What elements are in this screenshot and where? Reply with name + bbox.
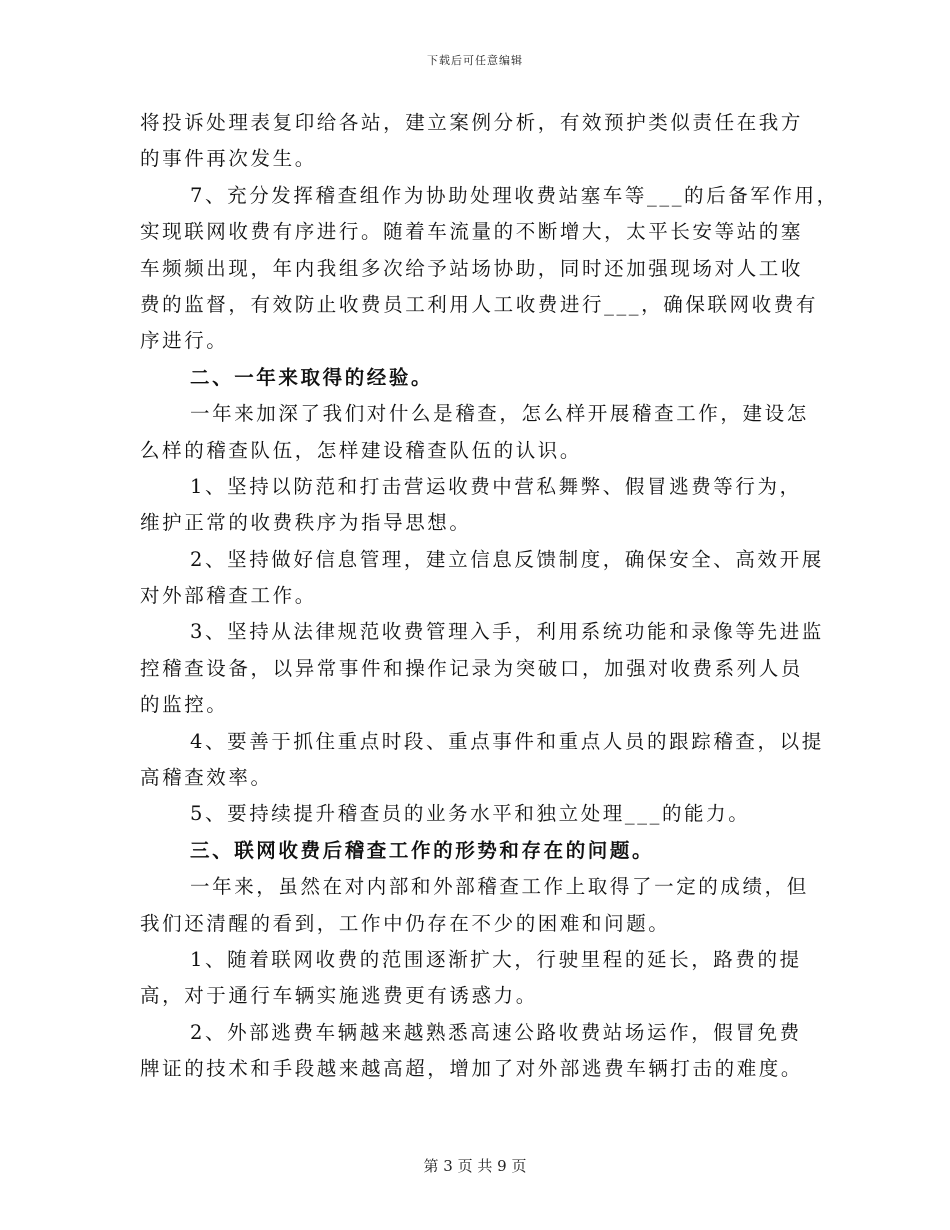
text-line: 2、坚持做好信息管理，建立信息反馈制度，确保安全、高效开展 [190, 547, 824, 571]
text-line: 费的监督，有效防止收费员工利用人工收费进行___，确保联网收费有 [140, 292, 818, 316]
text-line: 5、要持续提升稽查员的业务水平和独立处理___的能力。 [190, 802, 751, 826]
text-line: 一年来，虽然在对内部和外部稽查工作上取得了一定的成绩，但 [190, 875, 809, 899]
text-line: 序进行。 [140, 329, 229, 353]
section-heading: 二、一年来取得的经验。 [190, 365, 434, 389]
text-line: 3、坚持从法律规范收费管理入手，利用系统功能和录像等先进监 [190, 620, 824, 644]
text-line: 7、充分发挥稽查组作为协助处理收费站塞车等___的后备军作用， [190, 183, 839, 207]
text-line: 实现联网收费有序进行。随着车流量的不断增大，太平长安等站的塞 [140, 220, 804, 244]
text-line: 的监控。 [140, 693, 229, 717]
text-line: 车频频出现，年内我组多次给予站场协助，同时还加强现场对人工收 [140, 256, 804, 280]
text-line: 高，对于通行车辆实施逃费更有诱惑力。 [140, 984, 538, 1008]
text-line: 一年来加深了我们对什么是稽查，怎么样开展稽查工作，建设怎 [190, 402, 809, 426]
text-line: 1、随着联网收费的范围逐渐扩大，行驶里程的延长，路费的提 [190, 947, 802, 971]
text-line: 2、外部逃费车辆越来越熟悉高速公路收费站场运作，假冒免费 [190, 1020, 802, 1044]
text-line: 维护正常的收费秩序为指导思想。 [140, 511, 472, 535]
text-line: 对外部稽查工作。 [140, 584, 317, 608]
page-footer: 第 3 页 共 9 页 [423, 1157, 527, 1175]
text-line: 控稽查设备，以异常事件和操作记录为突破口，加强对收费系列人员 [140, 656, 804, 680]
document-body [140, 105, 839, 1088]
text-line: 将投诉处理表复印给各站，建立案例分析，有效预护类似责任在我方 [140, 111, 804, 134]
text-line: 1、坚持以防范和打击营运收费中营私舞弊、假冒逃费等行为， [190, 474, 802, 498]
page-header: 下载后可任意编辑 [427, 54, 523, 67]
text-line: 高稽查效率。 [140, 766, 273, 790]
text-line: 的事件再次发生。 [140, 147, 317, 171]
text-line: 么样的稽查队伍，怎样建设稽查队伍的认识。 [140, 438, 583, 462]
section-heading: 三、联网收费后稽查工作的形势和存在的问题。 [190, 838, 655, 862]
text-line: 我们还清醒的看到，工作中仍存在不少的困难和问题。 [140, 911, 671, 935]
text-line: 牌证的技术和手段越来越高超，增加了对外部逃费车辆打击的难度。 [140, 1057, 804, 1081]
text-line: 4、要善于抓住重点时段、重点事件和重点人员的跟踪稽查，以提 [190, 729, 824, 753]
